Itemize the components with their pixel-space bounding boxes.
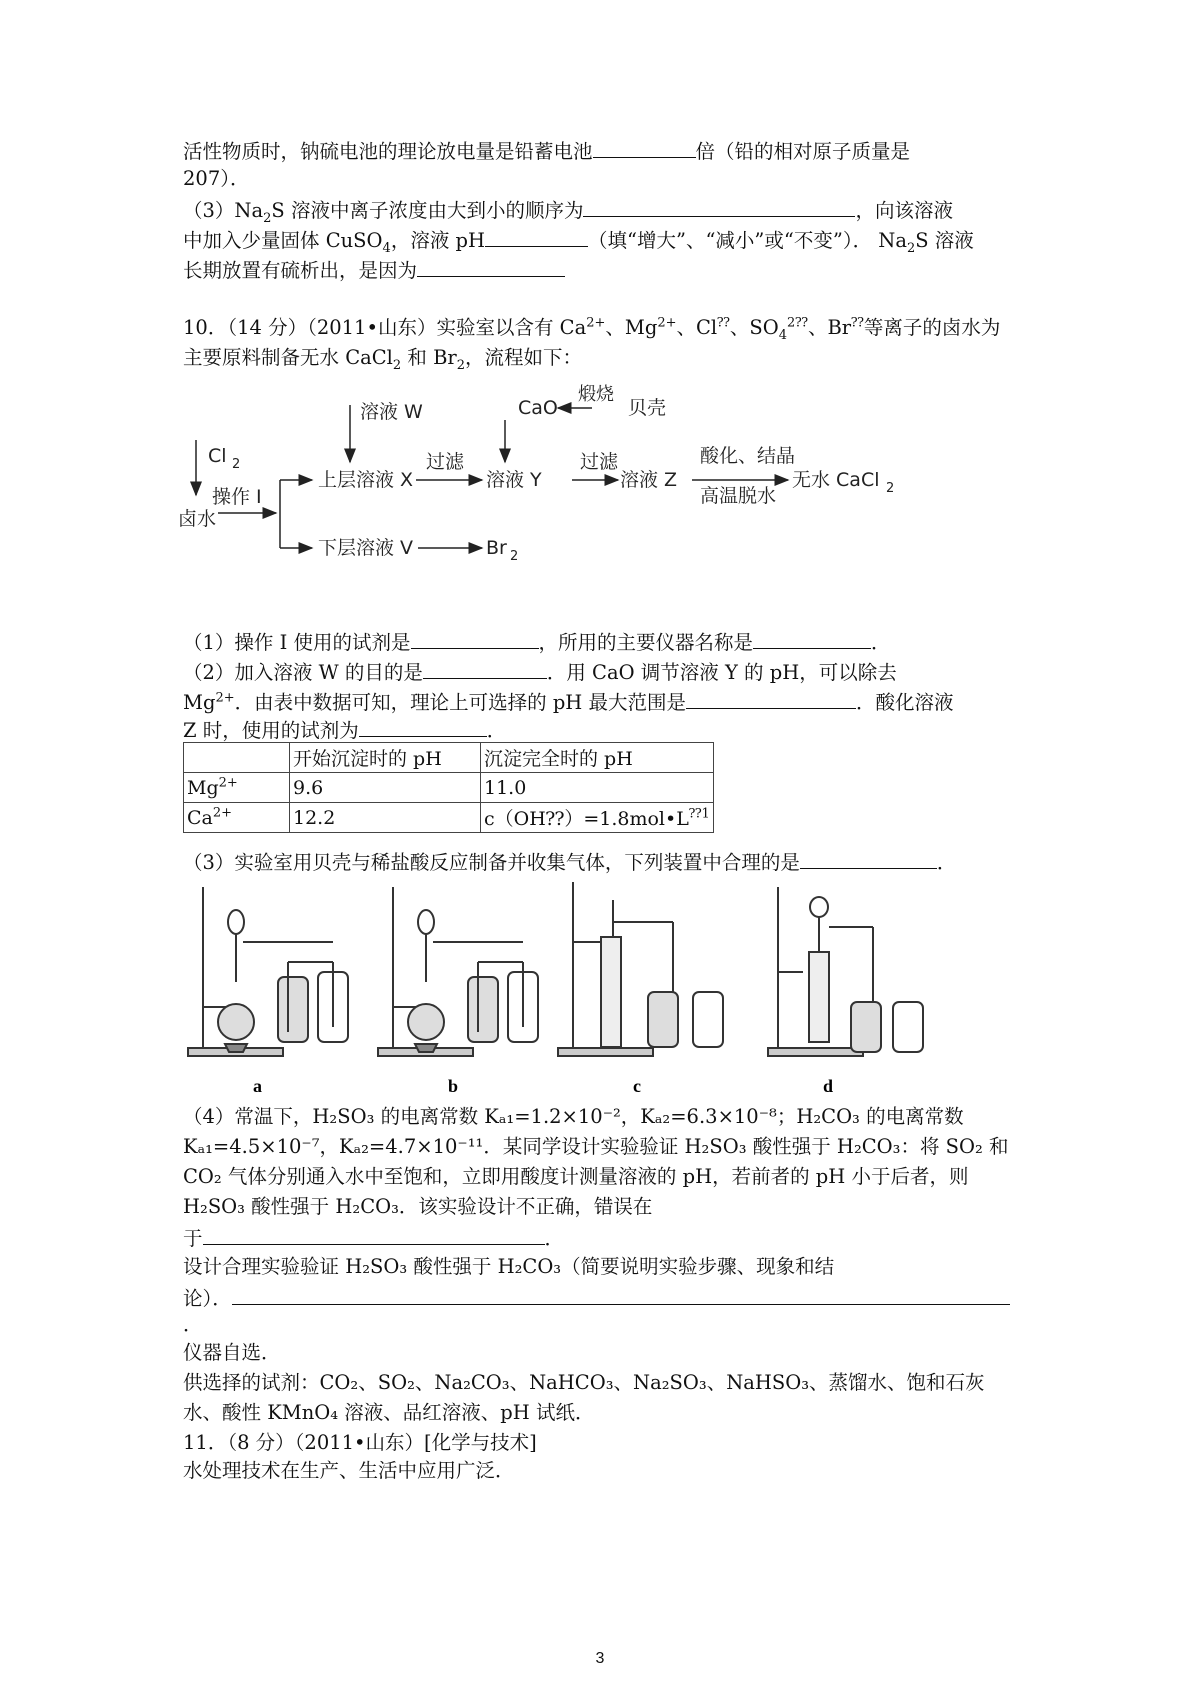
q10-part-4-line-5: 于 ． (183, 1224, 564, 1252)
apparatus-c (558, 882, 723, 1056)
q10-part-1: （1）操作 I 使用的试剂是 ，所用的主要仪器名称是 ． (183, 628, 891, 656)
q10-part-4-line-1: （4）常温下，H₂SO₃ 的电离常数 Kₐ₁=1.2×10⁻²，Kₐ₂=6.3×10⁻⁸；H₂CO₃ 的电离常数 (183, 1105, 964, 1128)
table-header: 沉淀完全时的 pH (481, 743, 714, 773)
acidify-label: 酸化、结晶 (700, 445, 796, 467)
solution-y-label: 溶液 Y (486, 469, 542, 491)
svg-text:2: 2 (510, 549, 519, 564)
brine-label: 卤水 (178, 508, 217, 530)
q9-line-3: $(3)Na_2S$ 溶液中离子浓度由大到小的顺序为 ，向该溶液 (183, 196, 953, 224)
cl2-label: Cl (208, 445, 227, 467)
process-flow-diagram (178, 384, 970, 610)
lower-layer-v: 下层溶液 V (318, 537, 414, 559)
table-cell: $c(OH⁇)=1.8mol•L^{⁇1}$ (481, 803, 714, 833)
q10-intro-1: 10．（14 分）（2011•山东）实验室以含有 $Ca^{2+}$、$Mg^{2+}$、Cl⁇、$SO_4^{2⁇}$、Br⁇等离子的卤水为 (183, 315, 1001, 343)
label-a: a (253, 1076, 262, 1096)
label-b: b (448, 1076, 459, 1096)
table-header-row (184, 743, 714, 773)
table-header: 开始沉淀时的 pH (290, 743, 481, 773)
q9-line-5: 长期放置有硫析出，是因为 (183, 256, 565, 284)
filter-2-label: 过滤 (580, 451, 619, 473)
q9-line-4: 中加入少量固体 CuSO$_4$，溶液 pH （填“增大”、“减小”或“不变”）． $Na_2S$ 溶液 (183, 226, 974, 254)
q10-part-4-line-3: CO₂ 气体分别通入水中至饱和，立即用酸度计测量溶液的 pH，若前者的 pH 小于后者，则 (183, 1165, 969, 1188)
cao-label: CaO (518, 397, 558, 419)
table-row (184, 773, 714, 803)
table-cell: 11.0 (481, 773, 714, 803)
q10-part-4-line-9: 仪器自选． (183, 1341, 281, 1364)
q11-line-1: 11．（8 分）（2011•山东）[化学与技术] (183, 1431, 537, 1454)
q9-line-1: 活性物质时，钠硫电池的理论放电量是铅蓄电池 倍（铅的相对原子质量是 (183, 137, 910, 165)
label-d: d (823, 1076, 834, 1096)
page-number: 3 (595, 1650, 605, 1667)
q10-part-4-line-10: 供选择的试剂：CO₂、SO₂、Na₂CO₃、NaHCO₃、Na₂SO₃、NaHSO₃、蒸馏水、饱和石灰 (183, 1371, 985, 1394)
solution-w-label: 溶液 W (360, 401, 423, 423)
q10-part-4-line-11: 水、酸性 KMnO₄ 溶液、品红溶液、pH 试纸． (183, 1401, 595, 1424)
label-c: c (633, 1076, 641, 1096)
br2-label: Br (486, 537, 507, 559)
table-row (184, 803, 714, 833)
q10-part-2: （2）加入溶液 W 的目的是 ．用 CaO 调节溶液 Y 的 pH，可以除去 (183, 658, 897, 686)
q10-part-2-end: Z 时，使用的试剂为 ． (183, 716, 506, 744)
table-cell: 9.6 (290, 773, 481, 803)
svg-text:2: 2 (232, 457, 241, 472)
q10-intro-2: 主要原料制备无水 CaCl$_2$ 和 $Br_2$，流程如下： (183, 346, 583, 373)
solution-z-label: 溶液 Z (620, 469, 678, 491)
ph-table (183, 742, 714, 833)
calcine-label: 煅烧 (578, 384, 614, 405)
shell-label: 贝壳 (628, 397, 667, 419)
apparatus-b (378, 887, 538, 1056)
apparatus-figures (183, 882, 1023, 1096)
table-cell: $Ca^{2+}$ (184, 803, 290, 833)
q10-part-3: （3）实验室用贝壳与稀盐酸反应制备并收集气体，下列装置中合理的是 ． (183, 848, 956, 876)
table-cell: $Mg^{2+}$ (184, 773, 290, 803)
q10-part-2-cont: $Mg^{2+}$．由表中数据可知，理论上可选择的 pH 最大范围是 ．酸化溶液 (183, 688, 954, 716)
q9-line-2: 207）． (183, 167, 250, 190)
q10-part-4-line-4: H₂SO₃ 酸性强于 H₂CO₃．该实验设计不正确，错误在 (183, 1195, 653, 1218)
dehydrate-label: 高温脱水 (700, 485, 777, 507)
upper-layer-x: 上层溶液 X (318, 469, 414, 491)
q11-line-2: 水处理技术在生产、生活中应用广泛． (183, 1459, 515, 1482)
q10-part-4-line-6: 设计合理实验验证 H₂SO₃ 酸性强于 H₂CO₃（简要说明实验步骤、现象和结 (183, 1255, 835, 1278)
apparatus-d (768, 887, 923, 1056)
q10-part-4-line-7: 论）． (183, 1284, 1010, 1312)
table-cell: 12.2 (290, 803, 481, 833)
q10-part-4-line-8: ． (183, 1313, 203, 1336)
apparatus-a (188, 887, 348, 1056)
svg-text:2: 2 (886, 481, 895, 496)
operation-1-label: 操作 I (212, 486, 262, 508)
product-label: 无水 CaCl (792, 469, 880, 491)
filter-1-label: 过滤 (426, 451, 465, 473)
q10-part-4-line-2: Kₐ₁=4.5×10⁻⁷，Kₐ₂=4.7×10⁻¹¹．某同学设计实验验证 H₂SO₃ 酸性强于 H₂CO₃：将 SO₂ 和 (183, 1135, 1009, 1158)
